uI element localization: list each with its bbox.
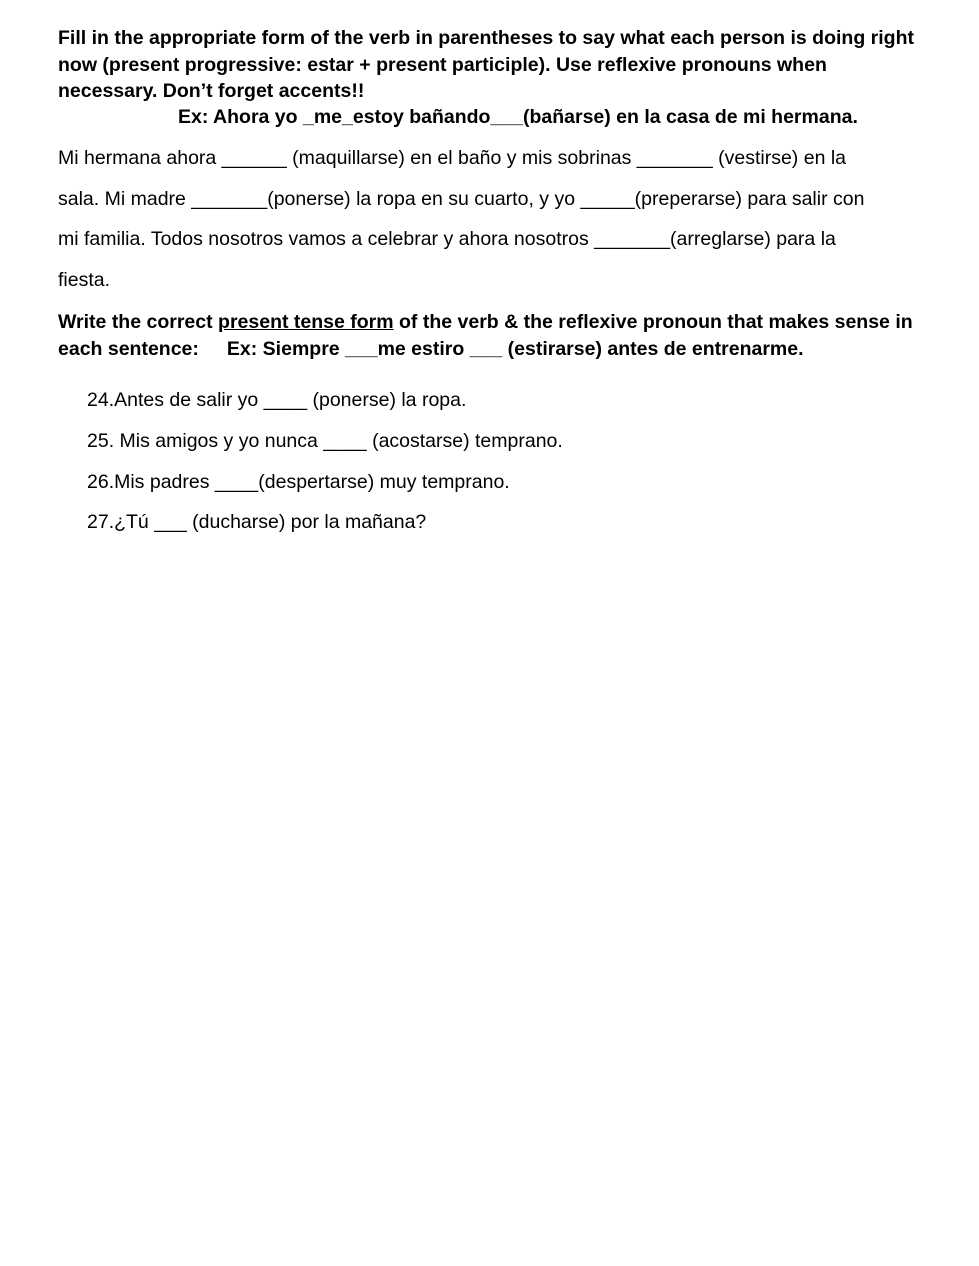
- exercise-item-26: 26.Mis padres ____(despertarse) muy temprano.: [87, 471, 510, 493]
- section2-instructions: [58, 309, 913, 362]
- paragraph-line: mi familia. Todos nosotros vamos a celebrar y ahora nosotros _______(arreglarse) para la: [58, 228, 836, 250]
- exercise-item-24: 24.Antes de salir yo ____ (ponerse) la ropa.: [87, 389, 467, 411]
- section2-underlined: present tense form: [218, 311, 394, 333]
- section2-prefix: Write the correct: [58, 311, 219, 333]
- section1-example: Ex: Ahora yo _me_estoy bañando___(bañarse) en la casa de mi hermana.: [178, 106, 858, 128]
- exercise-item-27: 27.¿Tú ___ (ducharse) por la mañana?: [87, 511, 427, 533]
- paragraph-line: fiesta.: [58, 269, 111, 291]
- paragraph-line: Mi hermana ahora ______ (maquillarse) en el baño y mis sobrinas _______ (vestirse) en la: [58, 147, 847, 169]
- section1-instructions: Fill in the appropriate form of the verb in parentheses to say what each person is doing right now (present progressive: estar + present participle). Use reflexive pronouns when necessary. Don’t forget accents!!: [58, 27, 914, 102]
- section2-example: Ex: Siempre ___me estiro ___ (estirarse) antes de entrenarme.: [226, 337, 804, 360]
- section2-suffix: of the verb & the reflexive pronoun that makes sense in: [393, 311, 913, 333]
- paragraph-line: sala. Mi madre _______(ponerse) la ropa en su cuarto, y yo _____(preperarse) para salir con: [58, 188, 865, 210]
- section2-line2-start: each sentence:: [58, 337, 199, 360]
- exercise-item-25: 25. Mis amigos y yo nunca ____ (acostarse) temprano.: [87, 430, 563, 452]
